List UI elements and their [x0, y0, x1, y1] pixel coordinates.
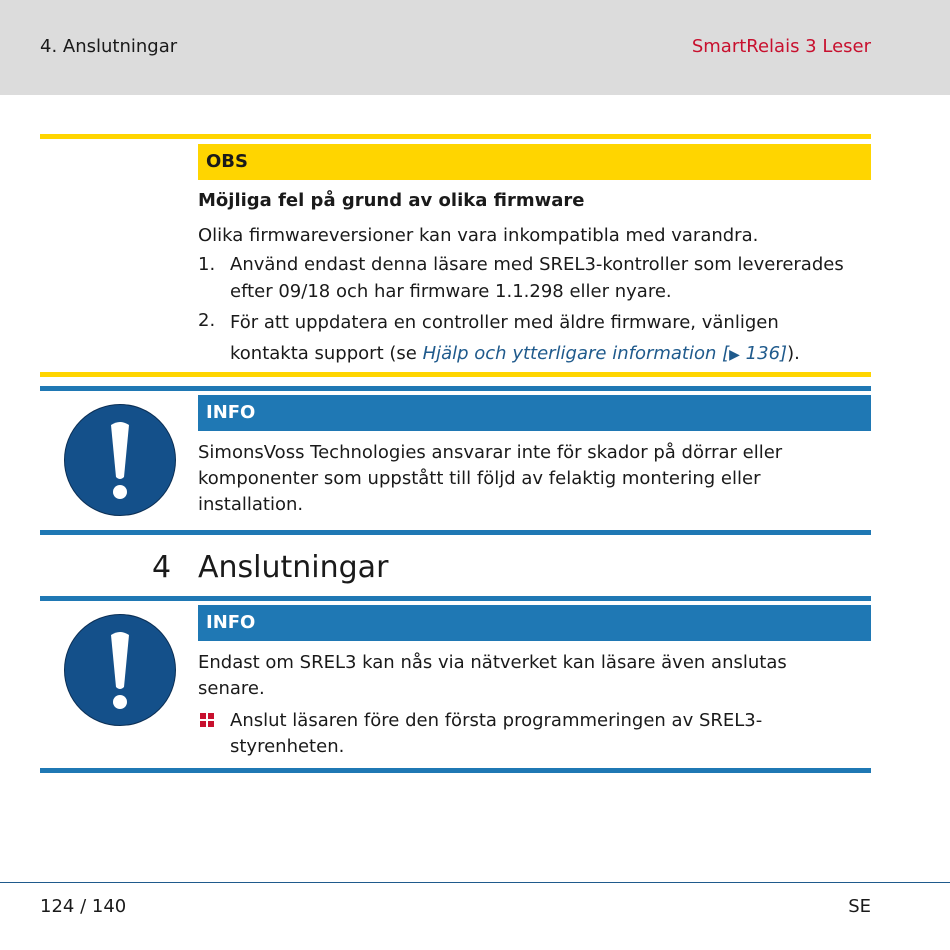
obs-item-2-text-before: För att uppdatera en controller med äldre firmware, vänligen kontakta support (se: [230, 312, 779, 364]
exclamation-circle-icon: [64, 404, 176, 516]
chapter-title: Anslutningar: [198, 550, 389, 585]
language-code: SE: [848, 896, 871, 917]
info-2-top-line: [40, 596, 871, 601]
obs-item-1-text: Använd endast denna läsare med SREL3-kontroller som levererades efter 09/18 och har firmware 1.1.298 eller nyare.: [230, 254, 844, 302]
info-2-bottom-line: [40, 768, 871, 773]
obs-item-2-text: [230, 307, 850, 371]
obs-bottom-line: [40, 372, 871, 377]
info-1-bottom-line: [40, 530, 871, 535]
footer-divider: [0, 882, 950, 883]
exclamation-circle-icon: [64, 614, 176, 726]
help-link[interactable]: [423, 343, 788, 364]
info-1-label: INFO: [198, 395, 871, 431]
info-2-bullet-text: Anslut läsaren före den första programmeringen av SREL3-styrenheten.: [230, 710, 763, 757]
obs-item-2-text-after: ).: [787, 343, 800, 364]
info-1-top-line: [40, 386, 871, 391]
obs-item-1-number: 1.: [198, 254, 216, 275]
obs-intro: Olika firmwareversioner kan vara inkompatibla med varandra.: [198, 225, 759, 246]
obs-label: OBS: [198, 144, 871, 180]
info-1-text: SimonsVoss Technologies ansvarar inte för skador på dörrar eller komponenter som uppstått till följd av felaktig montering eller installation.: [198, 442, 783, 515]
red-grid-bullet-icon: [200, 713, 214, 727]
obs-item-2-number: 2.: [198, 310, 216, 331]
page-arrow-icon: ▶: [729, 347, 740, 363]
help-link-text[interactable]: Hjälp och ytterligare information [: [422, 343, 730, 364]
help-link-page[interactable]: 136]: [739, 343, 788, 364]
obs-top-line: [40, 134, 871, 139]
page-header: [0, 0, 950, 95]
header-product: SmartRelais 3 Leser: [691, 36, 871, 57]
chapter-number: 4: [152, 550, 172, 585]
header-chapter: 4. Anslutningar: [40, 36, 178, 57]
info-2-text: Endast om SREL3 kan nås via nätverket kan läsare även anslutas senare.: [198, 652, 787, 699]
page-number: 124 / 140: [40, 896, 127, 917]
obs-heading: Möjliga fel på grund av olika firmware: [198, 190, 585, 211]
info-2-label: INFO: [198, 605, 871, 641]
